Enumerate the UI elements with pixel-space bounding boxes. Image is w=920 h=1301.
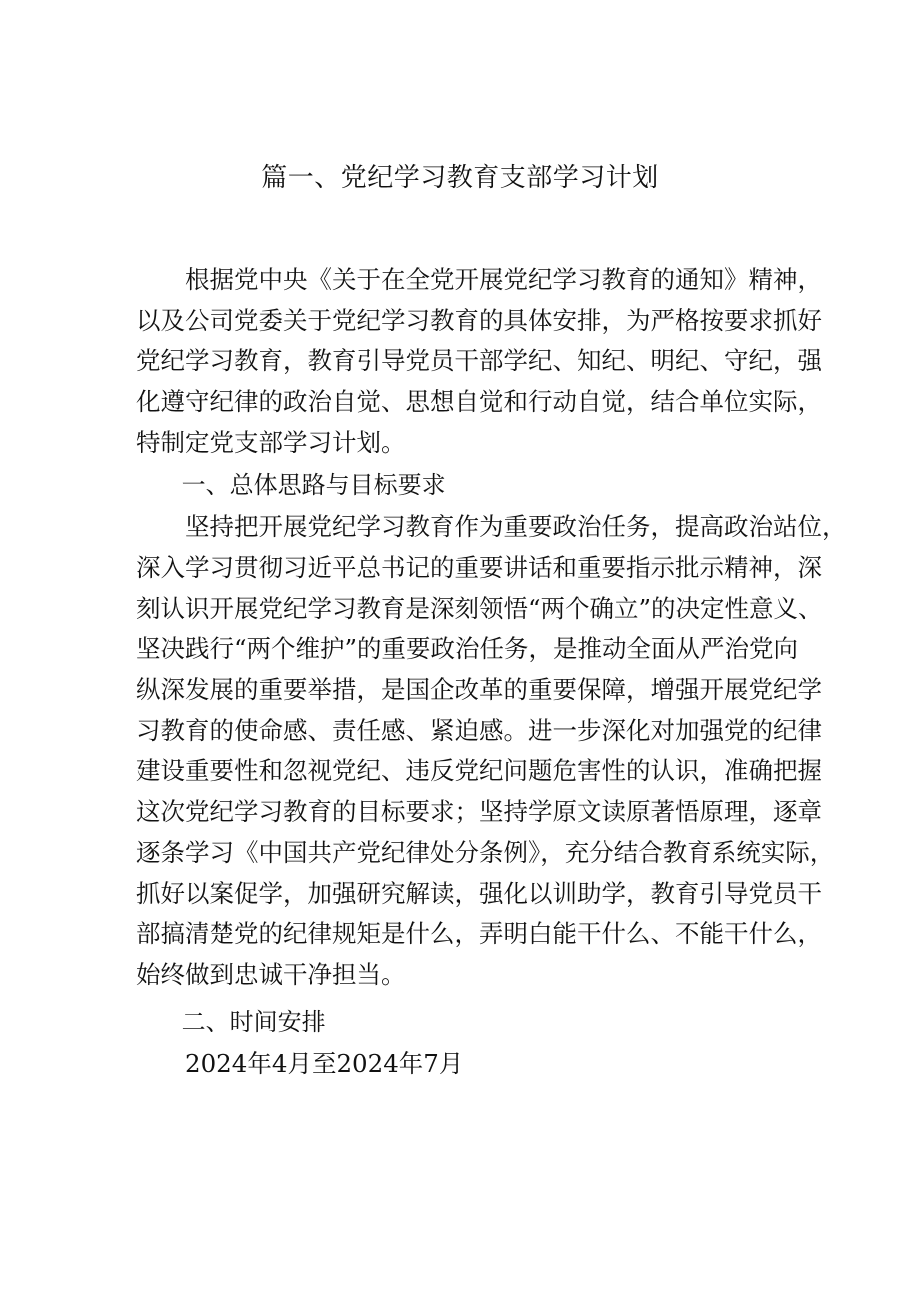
section1-line: 这次党纪学习教育的目标要求；坚持学原文读原著悟原理，逐章 (136, 797, 822, 827)
section1-line: 坚持把开展党纪学习教育作为重要政治任务，提高政治站位， (185, 512, 847, 542)
section1-line: 坚决践行“两个维护”的重要政治任务，是推动全面从严治党向 (136, 634, 799, 664)
section-heading-2: 二、时间安排 (181, 1007, 326, 1036)
intro-line: 特制定党支部学习计划。 (136, 427, 406, 457)
section1-line: 部搞清楚党的纪律规矩是什么，弄明白能干什么、不能干什么， (136, 919, 822, 949)
schedule-text: 2024年4月至2024年7月 (185, 1049, 464, 1079)
section2-paragraph (136, 1044, 792, 1085)
section1-paragraph (136, 507, 847, 995)
section1-line: 逐条学习《中国共产党纪律处分条例》，充分结合教育系统实际， (136, 837, 835, 867)
document-body (136, 260, 847, 1085)
section1-line: 刻认识开展党纪学习教育是深刻领悟“两个确立”的决定性意义、 (136, 593, 823, 623)
intro-paragraph (136, 260, 822, 464)
section-heading-1: 一、总体思路与目标要求 (181, 470, 446, 499)
section1-line: 始终做到忠诚干净担当。 (136, 959, 406, 989)
section1-line: 纵深发展的重要举措，是国企改革的重要保障，增强开展党纪学 (136, 675, 822, 705)
section1-line: 建设重要性和忽视党纪、违反党纪问题危害性的认识，准确把握 (136, 756, 822, 786)
intro-line: 根据党中央《关于在全党开展党纪学习教育的通知》精神， (185, 265, 822, 294)
document-title: 篇一、党纪学习教育支部学习计划 (261, 163, 659, 193)
intro-line: 化遵守纪律的政治自觉、思想自觉和行动自觉，结合单位实际， (136, 387, 822, 417)
intro-line: 党纪学习教育，教育引导党员干部学纪、知纪、明纪、守纪，强 (136, 346, 822, 376)
intro-line: 以及公司党委关于党纪学习教育的具体安排，为严格按要求抓好 (136, 305, 822, 335)
section1-line: 习教育的使命感、责任感、紧迫感。进一步深化对加强党的纪律 (136, 715, 822, 745)
section1-line: 深入学习贯彻习近平总书记的重要讲话和重要指示批示精神，深 (136, 552, 822, 582)
section1-line: 抓好以案促学，加强研究解读，强化以训助学，教育引导党员干 (136, 878, 822, 908)
